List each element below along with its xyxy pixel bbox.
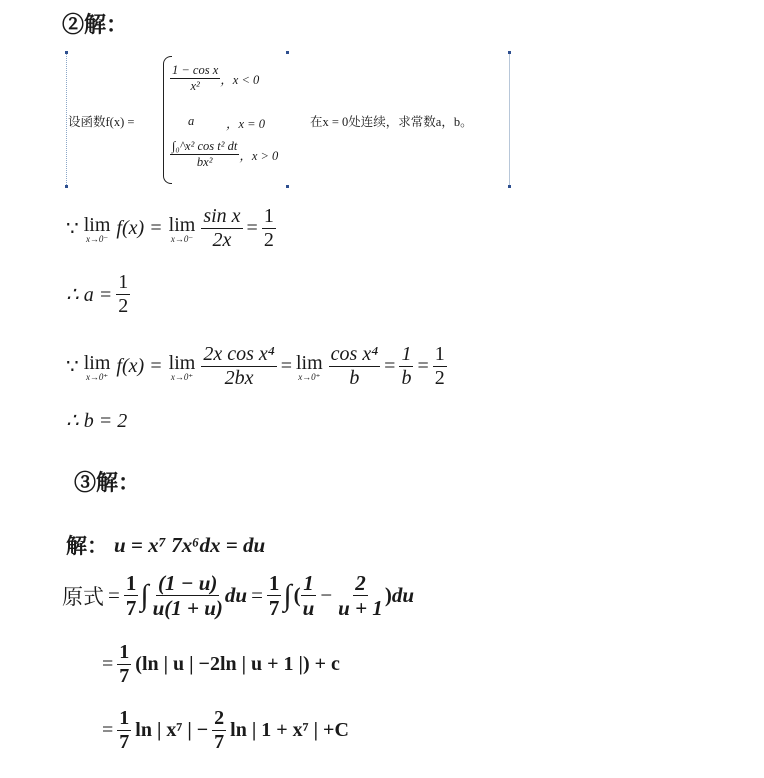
lim-text: lim <box>168 213 196 236</box>
case-1-condition: ，x < 0 <box>220 72 260 87</box>
minus: − <box>320 583 333 608</box>
denominator: 2 <box>118 295 129 317</box>
integral-line-2 <box>102 642 340 687</box>
denominator: 7 <box>125 596 137 621</box>
numerator: 1 <box>434 343 445 365</box>
lim-subscript: x→0⁺ <box>85 371 109 382</box>
solution-line-1 <box>66 206 276 251</box>
fraction <box>117 642 131 687</box>
equals: = <box>102 719 114 741</box>
fraction <box>212 708 226 753</box>
case-3-denominator: bx² <box>196 155 213 170</box>
function-expr: f(x) = <box>116 217 163 239</box>
integral-line-3 <box>102 708 349 753</box>
section-3-heading: ③解： <box>74 470 141 495</box>
lim-text: lim <box>83 351 111 374</box>
case-3-condition: ，x > 0 <box>239 148 279 163</box>
resize-handle <box>65 185 68 188</box>
denominator: 7 <box>268 596 280 621</box>
fraction <box>151 572 225 619</box>
lim-text: lim <box>295 351 323 374</box>
case-3 <box>170 140 278 169</box>
integral-sign: ∫ <box>283 578 292 612</box>
fraction <box>117 708 131 753</box>
fraction <box>301 572 317 619</box>
lim-subscript: x→0⁻ <box>85 233 109 244</box>
problem-statement-box <box>66 52 510 187</box>
fraction <box>399 344 413 389</box>
resize-handle <box>65 51 68 54</box>
numerator: 1 <box>118 271 129 293</box>
because-symbol: ∵ <box>66 218 84 240</box>
denominator: 2 <box>263 229 274 251</box>
case-1-fraction <box>170 64 220 93</box>
denominator: u + 1 <box>338 596 383 621</box>
solution-line-2 <box>66 272 130 317</box>
paren-close: ) <box>384 583 392 608</box>
equals: = <box>108 583 120 608</box>
solve-label: 解： <box>66 534 108 558</box>
fraction <box>116 272 130 317</box>
denominator: 7 <box>119 665 130 687</box>
paren-open: ( <box>293 583 301 608</box>
numerator: 1 <box>119 707 130 729</box>
fraction <box>336 572 385 619</box>
integral-line-1 <box>62 572 414 619</box>
limit-right <box>296 352 323 382</box>
case-1 <box>170 64 259 93</box>
substitution-line <box>66 530 265 560</box>
fraction <box>433 344 447 389</box>
equals: = <box>280 355 292 377</box>
solution-line-3 <box>66 344 447 389</box>
problem-tail: 在x = 0处连续，求常数a，b。 <box>310 115 473 129</box>
equals: = <box>102 653 114 675</box>
denominator: 2bx <box>224 367 254 389</box>
denominator: b <box>349 367 360 389</box>
numerator: 1 <box>401 343 412 365</box>
lim-subscript: x→0⁺ <box>298 371 321 382</box>
lim-subscript: x→0⁻ <box>170 233 194 244</box>
numerator: 1 <box>303 571 314 595</box>
section-2-heading: ②解： <box>62 12 129 37</box>
therefore-a: ∴ a = <box>66 284 113 306</box>
case-3-fraction <box>170 140 239 169</box>
numerator: 2 <box>214 707 225 729</box>
case-2-value: a <box>188 114 195 128</box>
numerator: cos x⁴ <box>330 343 379 365</box>
fraction <box>201 344 276 389</box>
case-1-numerator: 1 − cos x <box>170 64 220 79</box>
case-2-condition: ，x = 0 <box>226 117 265 131</box>
numerator: 1 <box>268 571 280 595</box>
resize-handle <box>508 51 511 54</box>
fraction <box>124 572 139 619</box>
resize-handle <box>508 185 511 188</box>
denominator: u <box>302 596 315 621</box>
resize-handle <box>286 185 289 188</box>
fraction <box>262 206 276 251</box>
denominator: 7 <box>119 731 130 753</box>
log-term-1: ln | x⁷ | − <box>135 719 209 741</box>
case-3-integral: ∫₀^x² cos t² dt <box>170 140 239 155</box>
because-symbol: ∵ <box>66 356 84 378</box>
box-right-edge <box>507 52 510 187</box>
denominator: u(1 + u) <box>152 596 223 621</box>
numerator: 1 <box>125 571 137 595</box>
lim-text: lim <box>168 351 196 374</box>
equals: = <box>384 355 396 377</box>
function-expr: f(x) = <box>116 355 163 377</box>
original-label: 原式 <box>62 584 104 609</box>
limit-mid <box>169 352 196 382</box>
case-1-denominator: x² <box>190 79 200 94</box>
fraction <box>329 344 381 389</box>
equals: = <box>251 583 263 608</box>
numerator: (1 − u) <box>158 571 218 595</box>
resize-handle <box>286 51 289 54</box>
fraction <box>201 206 242 251</box>
differential: du <box>224 583 248 608</box>
limit-right <box>169 214 196 244</box>
equals: = <box>246 217 258 239</box>
solution-line-4: ∴ b = 2 <box>66 410 128 432</box>
numerator: 2x cos x⁴ <box>203 343 275 365</box>
denominator: b <box>401 367 412 389</box>
numerator: 1 <box>119 641 130 663</box>
differential: du <box>391 583 414 608</box>
denominator: 7 <box>214 731 225 753</box>
numerator: 1 <box>263 205 274 227</box>
denominator: 2x <box>212 229 232 251</box>
log-expression: (ln | u | −2ln | u + 1 |) + c <box>135 653 340 675</box>
problem-lead: 设函数f(x) = <box>68 115 135 129</box>
numerator: sin x <box>203 205 241 227</box>
substitution-expr: u = x⁷ 7x⁶dx = du <box>114 532 266 557</box>
numerator: 2 <box>355 571 366 595</box>
denominator: 2 <box>434 367 445 389</box>
lim-text: lim <box>83 213 111 236</box>
equals: = <box>417 355 429 377</box>
limit-left <box>84 352 111 382</box>
fraction <box>267 572 282 619</box>
limit-left <box>84 214 111 244</box>
lim-subscript: x→0⁺ <box>170 371 194 382</box>
integral-sign: ∫ <box>140 578 149 612</box>
log-term-2: ln | 1 + x⁷ | +C <box>230 719 349 741</box>
